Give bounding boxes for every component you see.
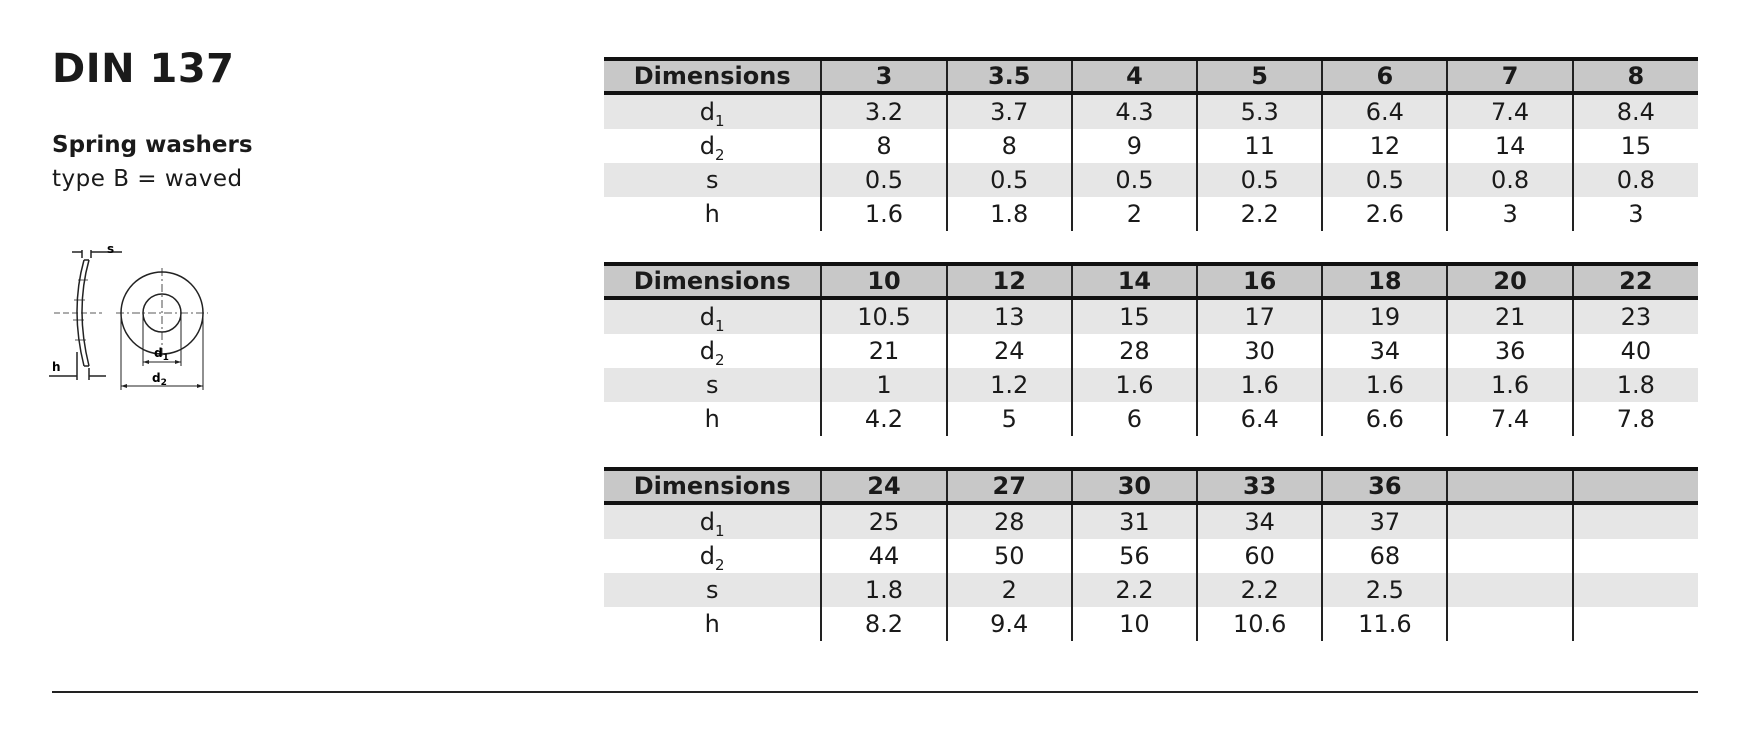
table-cell [1447, 539, 1572, 573]
table-cell: 3 [1447, 197, 1572, 231]
row-label: $d_1$ [699, 303, 725, 335]
table-row [604, 129, 1698, 163]
table-cell: 2.2 [1197, 573, 1322, 607]
table-cell: 56 [1072, 539, 1197, 573]
table-cell: 10.5 [821, 298, 946, 334]
row-label: s [705, 576, 719, 604]
row-label: $d_2$ [699, 132, 725, 164]
table-cell [1573, 503, 1698, 539]
table-cell [1447, 573, 1572, 607]
table-cell: 1 [821, 368, 946, 402]
header-cell: 20 [1447, 264, 1572, 298]
header-cell: 24 [821, 469, 946, 503]
table-cell: 10 [1072, 607, 1197, 641]
table-row [604, 607, 1698, 641]
table-cell: 7.8 [1573, 402, 1698, 436]
table-cell: 25 [821, 503, 946, 539]
header-cell: 8 [1573, 59, 1698, 93]
header-cell: Dimensions [633, 472, 791, 500]
table-cell: 15 [1573, 129, 1698, 163]
table-cell: 21 [1447, 298, 1572, 334]
header-cell: 10 [821, 264, 946, 298]
table-row [604, 334, 1698, 368]
table-row [604, 402, 1698, 436]
header-cell: 6 [1322, 59, 1447, 93]
table-cell: 9.4 [947, 607, 1072, 641]
table-cell: 10.6 [1197, 607, 1322, 641]
table-cell: 21 [821, 334, 946, 368]
table-cell [1447, 607, 1572, 641]
row-label: $d_2$ [699, 542, 725, 574]
table-cell: 2.2 [1197, 197, 1322, 231]
dimensions-table-3 [604, 467, 1698, 641]
table-cell: 40 [1573, 334, 1698, 368]
table-cell: 6.4 [1197, 402, 1322, 436]
label-d1: $d_1$ [154, 346, 169, 363]
header-cell: 12 [947, 264, 1072, 298]
table-cell: 0.5 [1197, 163, 1322, 197]
table-cell: 68 [1322, 539, 1447, 573]
label-s: s [107, 242, 115, 256]
row-label: $d_1$ [699, 98, 725, 130]
product-name: Spring washers [52, 132, 253, 158]
row-label: s [705, 166, 719, 194]
table-row [604, 368, 1698, 402]
table-cell: 34 [1322, 334, 1447, 368]
table-cell: 2 [947, 573, 1072, 607]
table-cell: 1.8 [1573, 368, 1698, 402]
table-cell: 2.5 [1322, 573, 1447, 607]
table-cell: 6.6 [1322, 402, 1447, 436]
row-label: h [704, 610, 720, 638]
header-cell [1447, 469, 1572, 503]
table-cell [1447, 503, 1572, 539]
washer-drawing [44, 240, 214, 425]
table-cell: 28 [947, 503, 1072, 539]
table-cell: 24 [947, 334, 1072, 368]
table-cell: 19 [1322, 298, 1447, 334]
table-cell: 3.2 [821, 93, 946, 129]
table-cell: 37 [1322, 503, 1447, 539]
table-cell: 31 [1072, 503, 1197, 539]
table-cell: 8.4 [1573, 93, 1698, 129]
table-cell [1573, 539, 1698, 573]
table-row [604, 573, 1698, 607]
table-cell: 2.2 [1072, 573, 1197, 607]
row-label: $d_2$ [699, 337, 725, 369]
table-cell: 4.3 [1072, 93, 1197, 129]
table-cell: 17 [1197, 298, 1322, 334]
row-label: s [705, 371, 719, 399]
table-cell: 30 [1197, 334, 1322, 368]
header-cell: 30 [1072, 469, 1197, 503]
header-cell: 7 [1447, 59, 1572, 93]
header-row [604, 264, 1698, 298]
table-cell: 1.6 [1072, 368, 1197, 402]
table-cell: 11 [1197, 129, 1322, 163]
table-cell: 8 [947, 129, 1072, 163]
table-cell: 0.5 [1322, 163, 1447, 197]
table-cell: 6 [1072, 402, 1197, 436]
table-cell: 5.3 [1197, 93, 1322, 129]
table-row [604, 163, 1698, 197]
table-cell: 0.5 [947, 163, 1072, 197]
table-cell: 9 [1072, 129, 1197, 163]
table-cell: 6.4 [1322, 93, 1447, 129]
table-cell: 0.8 [1573, 163, 1698, 197]
table-cell: 5 [947, 402, 1072, 436]
table-cell [1573, 607, 1698, 641]
header-cell: 18 [1322, 264, 1447, 298]
table-cell: 28 [1072, 334, 1197, 368]
header-cell: 5 [1197, 59, 1322, 93]
header-cell: 27 [947, 469, 1072, 503]
table-cell: 1.6 [821, 197, 946, 231]
table-cell: 44 [821, 539, 946, 573]
header-cell: 16 [1197, 264, 1322, 298]
table-cell: 0.8 [1447, 163, 1572, 197]
table-cell: 4.2 [821, 402, 946, 436]
label-d2: $d_2$ [152, 371, 167, 388]
header-cell: Dimensions [633, 267, 791, 295]
page-title: DIN 137 [52, 46, 235, 92]
header-cell: 22 [1573, 264, 1698, 298]
footer-divider [52, 691, 1698, 693]
dimensions-table-1 [604, 57, 1698, 231]
table-row [604, 539, 1698, 573]
header-cell: 3 [821, 59, 946, 93]
table-row [604, 298, 1698, 334]
table-cell: 7.4 [1447, 93, 1572, 129]
table-cell: 60 [1197, 539, 1322, 573]
table-cell: 0.5 [1072, 163, 1197, 197]
table-cell: 1.2 [947, 368, 1072, 402]
header-cell: 33 [1197, 469, 1322, 503]
table-cell: 13 [947, 298, 1072, 334]
table-row [604, 93, 1698, 129]
row-label: $d_1$ [699, 508, 725, 540]
table-cell: 0.5 [821, 163, 946, 197]
table-cell: 2.6 [1322, 197, 1447, 231]
table-cell: 23 [1573, 298, 1698, 334]
front-view [116, 268, 208, 390]
header-row [604, 59, 1698, 93]
row-label: h [704, 200, 720, 228]
header-cell: 3.5 [947, 59, 1072, 93]
table-cell: 8 [821, 129, 946, 163]
table-cell: 34 [1197, 503, 1322, 539]
table-cell: 12 [1322, 129, 1447, 163]
dimensions-table-2 [604, 262, 1698, 436]
table-cell: 36 [1447, 334, 1572, 368]
table-cell: 2 [1072, 197, 1197, 231]
label-h: h [52, 360, 61, 374]
product-type: type B = waved [52, 166, 243, 192]
table-cell: 3 [1573, 197, 1698, 231]
table-cell: 3.7 [947, 93, 1072, 129]
table-cell [1573, 573, 1698, 607]
table-cell: 50 [947, 539, 1072, 573]
table-cell: 11.6 [1322, 607, 1447, 641]
table-cell: 1.6 [1322, 368, 1447, 402]
header-row [604, 469, 1698, 503]
table-cell: 7.4 [1447, 402, 1572, 436]
table-cell: 1.6 [1447, 368, 1572, 402]
header-cell: 4 [1072, 59, 1197, 93]
table-cell: 1.6 [1197, 368, 1322, 402]
row-label: h [704, 405, 720, 433]
table-row [604, 197, 1698, 231]
table-cell: 1.8 [821, 573, 946, 607]
header-cell: 14 [1072, 264, 1197, 298]
header-cell: 36 [1322, 469, 1447, 503]
header-cell: Dimensions [633, 62, 791, 90]
table-cell: 14 [1447, 129, 1572, 163]
header-cell [1573, 469, 1698, 503]
table-cell: 8.2 [821, 607, 946, 641]
table-row [604, 503, 1698, 539]
table-cell: 15 [1072, 298, 1197, 334]
table-cell: 1.8 [947, 197, 1072, 231]
